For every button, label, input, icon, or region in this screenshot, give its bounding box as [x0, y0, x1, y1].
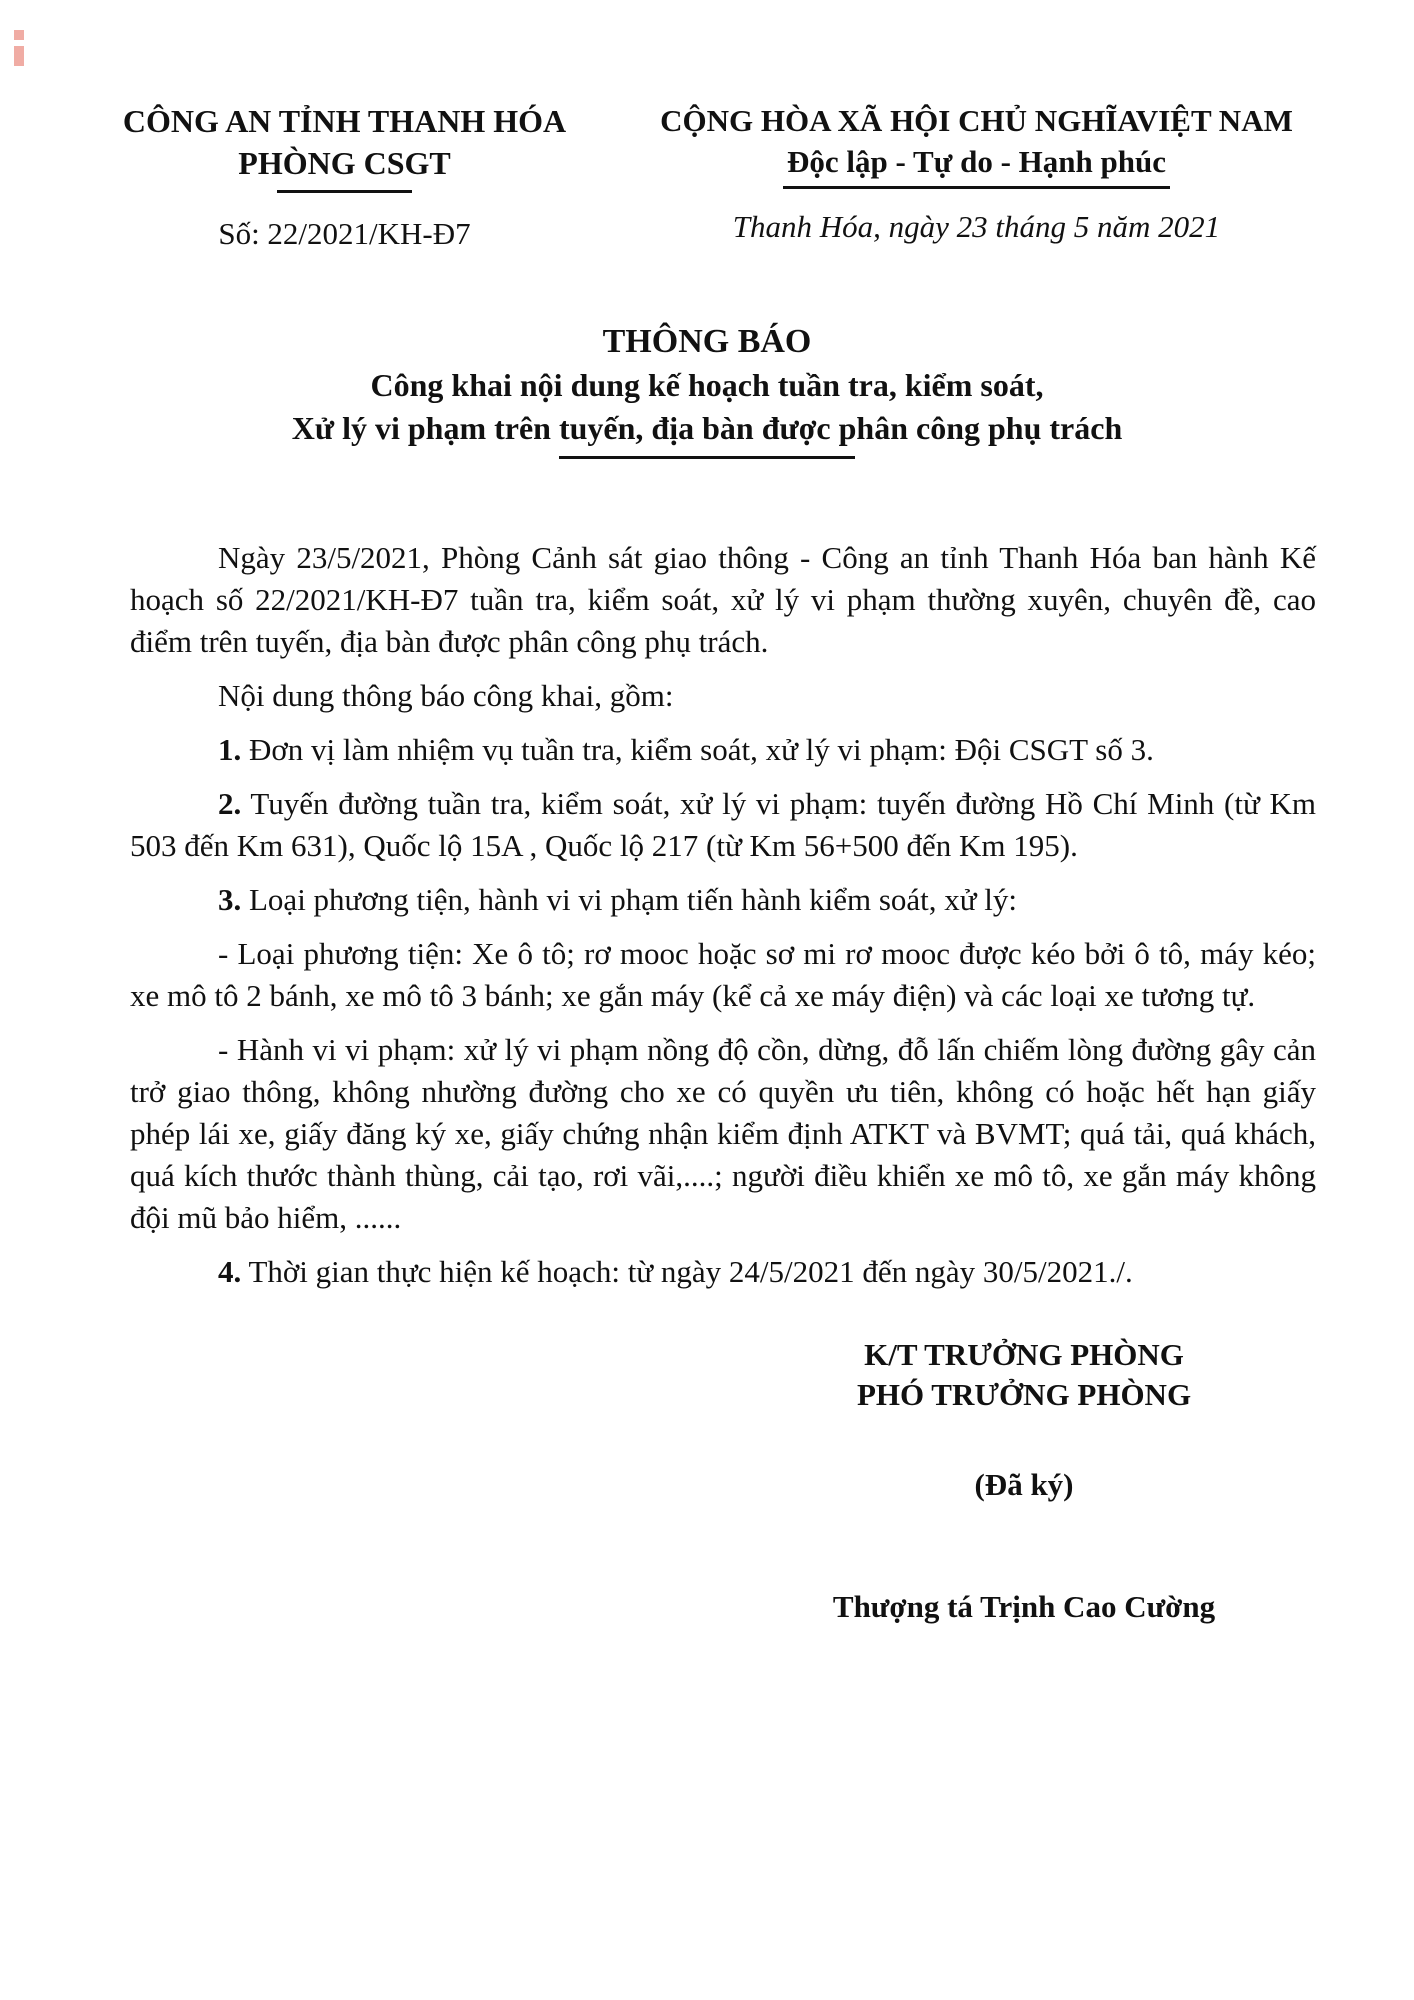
signer-position-line1: K/T TRƯỞNG PHÒNG	[864, 1337, 1184, 1372]
paragraph-item-2	[130, 783, 1316, 867]
agency-parent-name: CÔNG AN TỈNH THANH HÓA	[122, 103, 567, 139]
document-subtitle-line2: Xử lý vi phạm trên tuyến, địa bàn được phân công phụ trách	[291, 410, 1123, 446]
paragraph-item-4	[130, 1251, 1316, 1293]
document-body	[130, 537, 1316, 1293]
document-title: THÔNG BÁO	[602, 323, 812, 360]
paragraph-vehicle-types	[130, 933, 1316, 1017]
paragraph-text: Loại phương tiện, hành vi vi phạm tiến hành kiểm soát, xử lý:	[241, 882, 1018, 917]
paragraph-item-3	[130, 879, 1316, 921]
paragraph-text: Đơn vị làm nhiệm vụ tuần tra, kiểm soát, xử lý vi phạm: Đội CSGT số 3.	[241, 732, 1154, 767]
paragraph-prefix: 2.	[218, 786, 242, 821]
agency-unit-name: PHÒNG CSGT	[238, 145, 451, 181]
signature-block	[734, 1335, 1314, 1627]
paragraph-text: Ngày 23/5/2021, Phòng Cảnh sát giao thông - Công an tỉnh Thanh Hóa ban hành Kế hoạch số 22/2021/KH-Đ7 tuần tra, kiểm soát, xử lý vi phạm thường xuyên, chuyên đề, cao điểm trên tuyến, địa bàn được phân công phụ trách.	[130, 540, 1316, 659]
document-number: Số: 22/2021/KH-Đ7	[218, 216, 471, 251]
paragraph-text: - Loại phương tiện: Xe ô tô; rơ mooc hoặc sơ mi rơ mooc được kéo bởi ô tô, máy kéo; xe mô tô 2 bánh, xe mô tô 3 bánh; xe gắn máy (kể cả xe máy điện) và các loại xe tương tự.	[130, 936, 1316, 1013]
paragraph-item-1	[130, 729, 1316, 771]
paragraph-prefix: 1.	[218, 732, 242, 767]
title-underline-rule	[559, 456, 855, 459]
signed-note: (Đã ký)	[974, 1467, 1074, 1502]
signer-position-line2: PHÓ TRƯỞNG PHÒNG	[856, 1377, 1192, 1412]
document-subtitle-line1: Công khai nội dung kế hoạch tuần tra, kiểm soát,	[370, 367, 1044, 403]
paragraph-intro	[130, 537, 1316, 663]
paragraph-text: Nội dung thông báo công khai, gồm:	[218, 678, 674, 713]
issuing-agency-block	[92, 100, 597, 252]
document-header	[0, 0, 1414, 252]
paragraph-text: - Hành vi vi phạm: xử lý vi phạm nồng độ cồn, dừng, đỗ lấn chiếm lòng đường gây cản trở giao thông, không nhường đường cho xe có quyền ưu tiên, không có hoặc hết hạn giấy phép lái xe, giấy đăng ký xe, giấy chứng nhận kiểm định ATKT và BVMT; quá tải, quá khách, quá kích thước thành thùng, cải tạo, rơi vãi,....; người điều khiển xe mô tô, xe gắn máy không đội mũ bảo hiểm, ......	[130, 1032, 1316, 1235]
document-title-block	[0, 320, 1414, 459]
national-title: CỘNG HÒA XÃ HỘI CHỦ NGHĨAVIỆT NAM	[660, 103, 1293, 138]
paragraph-contents-lead	[130, 675, 1316, 717]
paragraph-prefix: 3.	[218, 882, 242, 917]
national-header-block	[597, 100, 1356, 245]
signer-name: Thượng tá Trịnh Cao Cường	[832, 1589, 1216, 1624]
scan-corner-mark	[14, 30, 24, 66]
paragraph-prefix: 4.	[218, 1254, 242, 1289]
place-and-date: Thanh Hóa, ngày 23 tháng 5 năm 2021	[732, 209, 1221, 244]
paragraph-text: Thời gian thực hiện kế hoạch: từ ngày 24/5/2021 đến ngày 30/5/2021./.	[241, 1254, 1133, 1289]
paragraph-text: Tuyến đường tuần tra, kiểm soát, xử lý vi phạm: tuyến đường Hồ Chí Minh (từ Km 503 đến Km 631), Quốc lộ 15A , Quốc lộ 217 (từ Km 56+500 đến Km 195).	[130, 786, 1316, 863]
national-motto: Độc lập - Tự do - Hạnh phúc	[783, 142, 1170, 189]
paragraph-violations	[130, 1029, 1316, 1239]
agency-underline-rule	[277, 190, 412, 193]
